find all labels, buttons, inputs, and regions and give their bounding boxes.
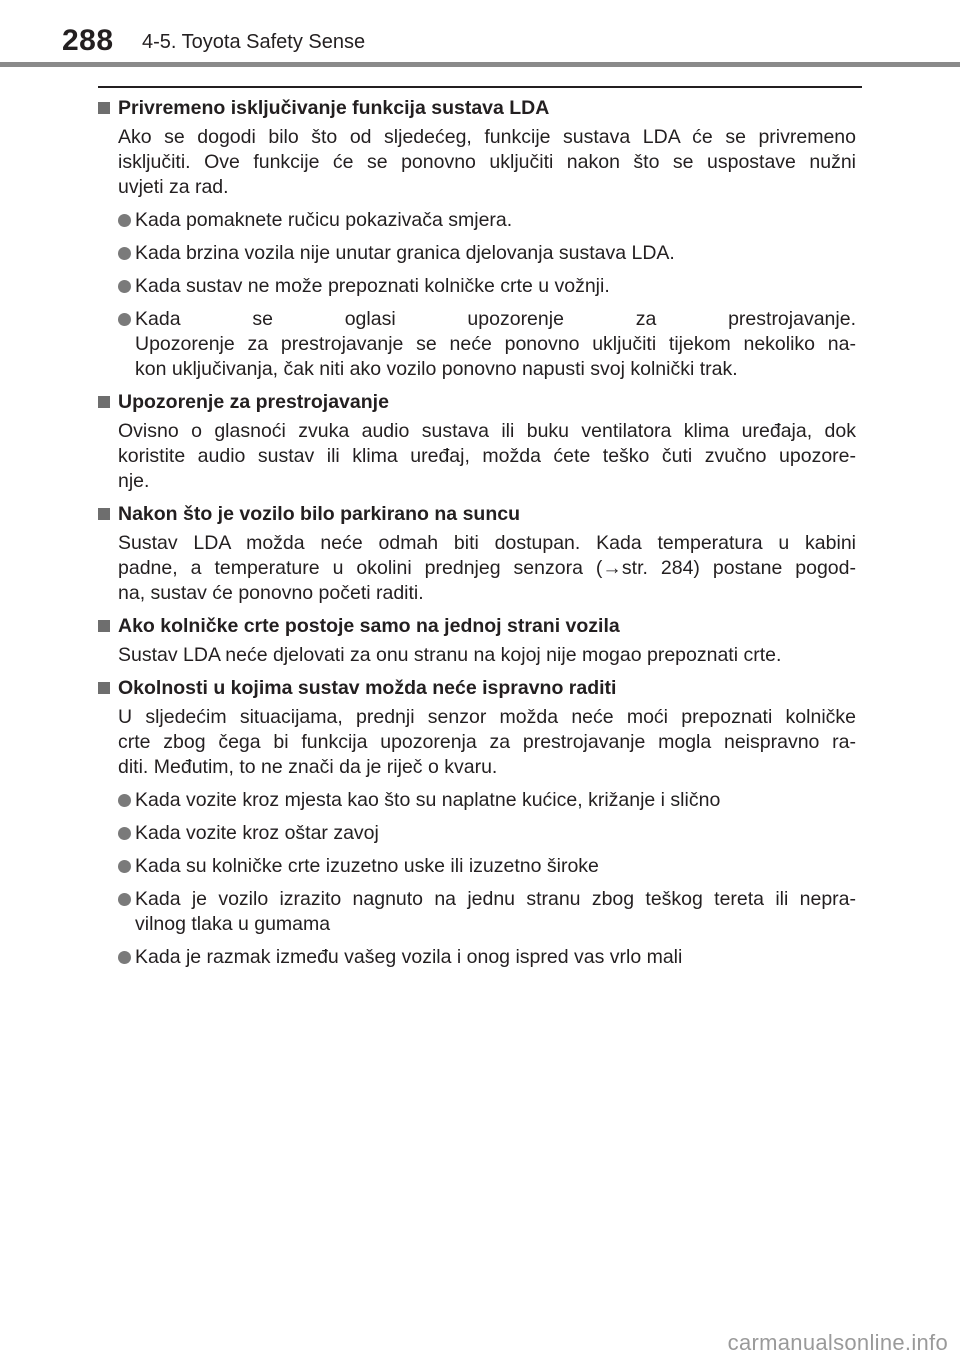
section-heading-text: Privremeno isključivanje funkcija sustava LDA [118, 97, 550, 119]
square-bullet-icon [98, 396, 110, 408]
paragraph-line: U sljedećim situacijama, prednji senzor možda neće moći prepoznati kolničke [118, 706, 856, 728]
section [98, 676, 856, 970]
round-bullet-icon [118, 214, 131, 227]
bullet-item [118, 241, 856, 266]
page-content [98, 96, 856, 978]
section-heading [98, 96, 856, 121]
chapter-title: 4-5. Toyota Safety Sense [142, 31, 366, 53]
bullet-line: kon uključivanja, čak niti ako vozilo ponovno napusti svoj kolnički trak. [135, 358, 738, 380]
paragraph-line: isključiti. Ove funkcije će se ponovno uključiti nakon što se uspostave nužni [118, 151, 856, 173]
section-heading [98, 614, 856, 639]
round-bullet-icon [118, 794, 131, 807]
section-heading [98, 502, 856, 527]
watermark: carmanualsonline.info [727, 1330, 948, 1355]
round-bullet-icon [118, 247, 131, 260]
round-bullet-icon [118, 893, 131, 906]
paragraph-line: na, sustav će ponovno početi raditi. [118, 582, 424, 604]
header-divider [0, 62, 960, 67]
bullet-line: Kada je vozilo izrazito nagnuto na jednu stranu zbog teškog tereta ili nepra- [135, 888, 856, 910]
round-bullet-icon [118, 860, 131, 873]
paragraph-line: nje. [118, 470, 150, 492]
section [98, 96, 856, 382]
bullet-line: Kada vozite kroz oštar zavoj [135, 822, 379, 844]
section-heading [98, 676, 856, 701]
bullet-line: Kada sustav ne može prepoznati kolničke crte u vožnji. [135, 275, 610, 297]
section [98, 390, 856, 494]
section-heading-text: Okolnosti u kojima sustav možda neće ispravno raditi [118, 677, 617, 699]
bullet-item [118, 854, 856, 879]
paragraph-line: crte zbog čega bi funkcija upozorenja za prestrojavanje mogla neispravno ra- [118, 731, 856, 753]
page-number: 288 [62, 24, 114, 57]
bullet-line: Kada vozite kroz mjesta kao što su naplatne kućice, križanje i slično [135, 789, 721, 811]
bullet-line: Upozorenje za prestrojavanje se neće ponovno uključiti tijekom nekoliko na- [135, 333, 856, 355]
section-paragraph [118, 531, 856, 606]
section-heading-text: Upozorenje za prestrojavanje [118, 391, 389, 413]
square-bullet-icon [98, 102, 110, 114]
section [98, 614, 856, 668]
round-bullet-icon [118, 313, 131, 326]
section-paragraph [118, 125, 856, 200]
paragraph-line: Ovisno o glasnoći zvuka audio sustava ili buku ventilatora klima uređaja, dok [118, 420, 856, 442]
section [98, 502, 856, 606]
bullet-line: Kada je razmak između vašeg vozila i onog ispred vas vrlo mali [135, 946, 683, 968]
bullet-line: Kada brzina vozila nije unutar granica djelovanja sustava LDA. [135, 242, 675, 264]
content-top-divider [98, 86, 862, 88]
paragraph-line: uvjeti za rad. [118, 176, 229, 198]
bullet-item [118, 274, 856, 299]
bullet-line: Kada se oglasi upozorenje za prestrojavanje. [135, 308, 856, 330]
section-paragraph [118, 705, 856, 780]
bullet-item [118, 821, 856, 846]
bullet-item [118, 307, 856, 382]
square-bullet-icon [98, 682, 110, 694]
bullet-item [118, 208, 856, 233]
round-bullet-icon [118, 827, 131, 840]
paragraph-line: Sustav LDA možda neće odmah biti dostupan. Kada temperatura u kabini [118, 532, 856, 554]
round-bullet-icon [118, 280, 131, 293]
section-paragraph [118, 643, 856, 668]
paragraph-line: Sustav LDA neće djelovati za onu stranu na kojoj nije mogao prepoznati crte. [118, 644, 782, 666]
square-bullet-icon [98, 620, 110, 632]
page-header [0, 0, 960, 70]
bullet-line: Kada pomaknete ručicu pokazivača smjera. [135, 209, 513, 231]
square-bullet-icon [98, 508, 110, 520]
paragraph-line: koristite audio sustav ili klima uređaj, možda ćete teško čuti zvučno upozore- [118, 445, 856, 467]
bullet-item [118, 788, 856, 813]
bullet-item [118, 887, 856, 937]
paragraph-line: padne, a temperature u okolini prednjeg senzora (→str. 284) postane pogod- [118, 557, 856, 579]
round-bullet-icon [118, 951, 131, 964]
bullet-line: vilnog tlaka u gumama [135, 913, 331, 935]
paragraph-line: Ako se dogodi bilo što od sljedećeg, funkcije sustava LDA će se privremeno [118, 126, 856, 148]
section-heading-text: Nakon što je vozilo bilo parkirano na suncu [118, 503, 520, 525]
paragraph-line: diti. Međutim, to ne znači da je riječ o kvaru. [118, 756, 498, 778]
bullet-line: Kada su kolničke crte izuzetno uske ili izuzetno široke [135, 855, 599, 877]
bullet-item [118, 945, 856, 970]
section-heading-text: Ako kolničke crte postoje samo na jednoj strani vozila [118, 615, 620, 637]
section-heading [98, 390, 856, 415]
section-paragraph [118, 419, 856, 494]
